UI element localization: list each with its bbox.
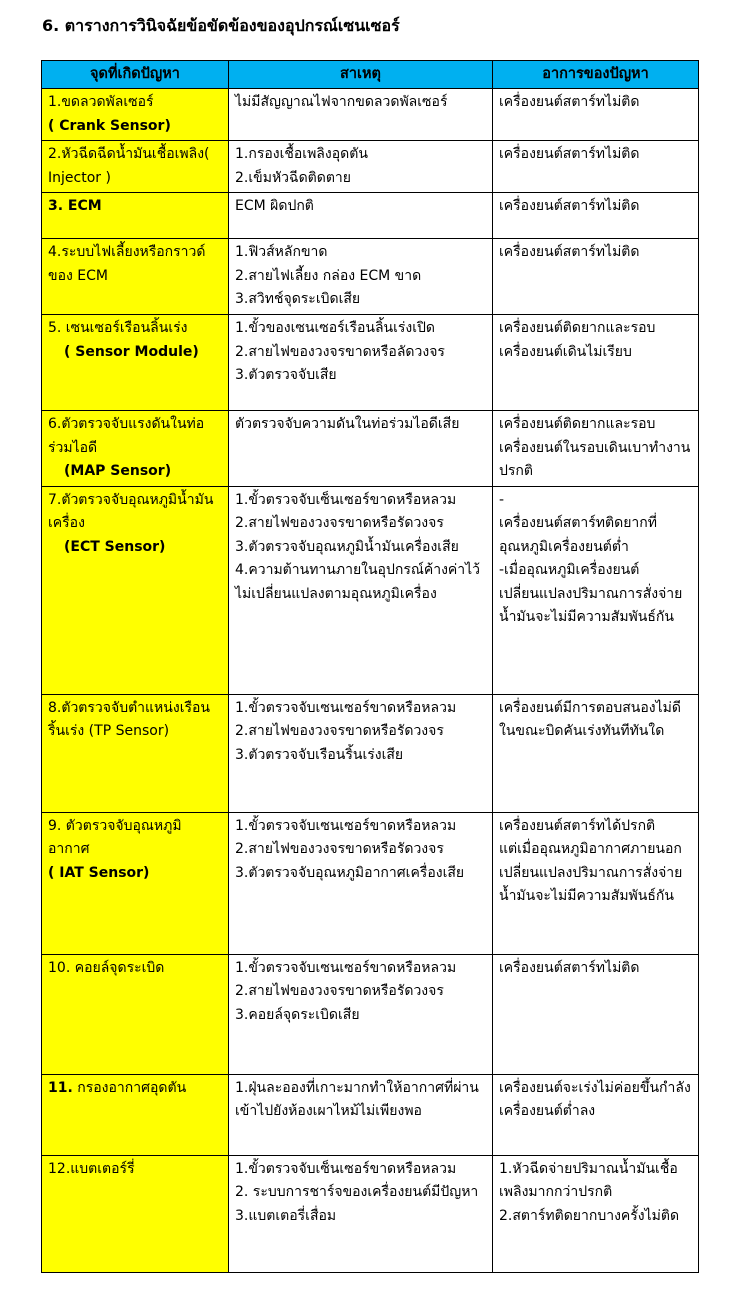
header-point: จุดที่เกิดปัญหา (42, 61, 229, 89)
point-text: 10. คอยล์จุดระเบิด (48, 959, 165, 976)
point-cell (42, 315, 229, 411)
symptom-text: เครื่องยนต์ติดยากและรอบเครื่องยนต์ในรอบเดินเบาทำงานปรกติ (499, 416, 691, 479)
symptom-cell (493, 89, 699, 141)
symptom-cell (493, 954, 699, 1074)
symptom-cell (493, 1155, 699, 1272)
cause-text: 2.สายไฟของวงจรขาดหรือรัดวงจร (235, 515, 444, 531)
point-cell (42, 89, 229, 141)
point-cell (42, 812, 229, 954)
symptom-text: เครื่องยนต์มีการตอบสนองไม่ดีในขณะบิดคันเร่งทันทีทันใด (499, 699, 681, 739)
point-cell (42, 193, 229, 239)
point-text: 2.หัวฉีดฉีดน้ำมันเชื้อเพลิง( Injector ) (48, 146, 210, 186)
header-cause: สาเหตุ (229, 61, 493, 89)
point-cell (42, 486, 229, 694)
table-header-row (42, 61, 699, 89)
point-text: 4.ระบบไฟเลี้ยงหรือกราวด์ของ ECM (48, 244, 206, 284)
cause-text: 3.คอยล์จุดระเบิดเสีย (235, 1006, 360, 1023)
table-row (42, 239, 699, 315)
point-code: ( Sensor Module) (64, 343, 199, 360)
cause-text: 1.ขั้วตรวจจับเซนเซอร์ขาดหรือหลวม (235, 817, 457, 834)
point-cell (42, 239, 229, 315)
symptom-text: แต่เมื่ออุณหภูมิอากาศภายนอกเปลี่ยนแปลงปริมาณการสั่งจ่ายน้ำมันจะไม่มีความสัมพันธ์กัน (499, 841, 683, 904)
symptom-cell (493, 1074, 699, 1155)
header-symptom: อาการของปัญหา (493, 61, 699, 89)
point-text: 12.แบตเตอร์รี่ (48, 1160, 135, 1177)
diagnosis-table (41, 60, 699, 1273)
cause-text: 2.สายไฟของวงจรขาดหรือลัดวงจร (235, 343, 445, 360)
point-cell (42, 1074, 229, 1155)
cause-cell (229, 239, 493, 315)
cause-text: 3.ตัวตรวจจับอุณหภูมิอากาศเครื่องเสีย (235, 864, 465, 881)
symptom-text: เครื่องยนต์ติดยากและรอบเครื่องยนต์เดินไม่เรียบ (499, 320, 656, 360)
symptom-text: เครื่องยนต์สตาร์ทไม่ติด (499, 198, 640, 214)
cause-text: 2.เข็มหัวฉีดติดตาย (235, 169, 351, 186)
symptom-text: เครื่องยนต์สตาร์ทไม่ติด (499, 959, 640, 976)
cause-text: 2.สายไฟของวงจรขาดหรือรัดวงจร (235, 841, 444, 857)
table-row (42, 315, 699, 411)
symptom-text: เครื่องยนต์สตาร์ทได้ปรกติ (499, 817, 656, 834)
point-label: กรองอากาศอุดตัน (77, 1079, 187, 1096)
symptom-text: - (499, 491, 505, 508)
symptom-text: เครื่องยนต์สตาร์ทไม่ติด (499, 146, 640, 162)
cause-text: ไม่มีสัญญาณไฟจากขดลวดพัลเซอร์ (235, 94, 448, 110)
cause-cell (229, 315, 493, 411)
cause-text: 2.สายไฟของวงจรขาดหรือรัดวงจร (235, 983, 444, 999)
point-text: 1.ขดลวดพัลเซอร์ (48, 94, 154, 110)
point-cell (42, 694, 229, 812)
point-text: 9. ตัวตรวจจับอุณหภูมิอากาศ (48, 817, 182, 857)
table-row (42, 1155, 699, 1272)
point-text: 5. เซนเซอร์เรือนลิ้นเร่ง (48, 320, 188, 336)
cause-text: 3.ตัวตรวจจับอุณหภูมิน้ำมันเครื่องเสีย (235, 538, 459, 555)
point-cell (42, 1155, 229, 1272)
cause-cell (229, 1074, 493, 1155)
symptom-cell (493, 141, 699, 193)
cause-cell (229, 486, 493, 694)
cause-text: 1.ขั้วตรวจจับเซ็นเซอร์ขาดหรือหลวม (235, 491, 457, 508)
cause-cell (229, 694, 493, 812)
symptom-text: เครื่องยนต์สตาร์ทไม่ติด (499, 94, 640, 110)
cause-cell (229, 1155, 493, 1272)
symptom-cell (493, 486, 699, 694)
point-code: ( Crank Sensor) (48, 117, 171, 134)
symptom-text: 2.สตาร์ทติดยากบางครั้งไม่ติด (499, 1207, 680, 1224)
page-heading: 6. ตารางการวินิจฉัยข้อขัดข้องของอุปกรณ์เซนเซอร์ (42, 16, 400, 35)
symptom-text: -เมื่ออุณหภูมิเครื่องยนต์เปลี่ยนแปลงปริมาณการสั่งจ่ายน้ำมันจะไม่มีความสัมพันธ์กัน (499, 562, 683, 625)
cause-text: 1.กรองเชื้อเพลิงอุดตัน (235, 146, 368, 162)
symptom-text: เครื่องยนต์จะเร่งไม่ค่อยขึ้นกำลังเครื่องยนต์ต่ำลง (499, 1079, 691, 1119)
cause-text: 4.ความต้านทานภายในอุปกรณ์ค้างค่าไว้ไม่เปลี่ยนแปลงตามอุณหภูมิเครื่อง (235, 562, 481, 602)
symptom-cell (493, 315, 699, 411)
point-text: 6.ตัวตรวจจับแรงดันในท่อร่วมไอดี (48, 416, 205, 456)
point-text (48, 1077, 223, 1101)
point-cell (42, 411, 229, 487)
symptom-cell (493, 411, 699, 487)
table-row (42, 486, 699, 694)
point-cell (42, 141, 229, 193)
table-row (42, 193, 699, 239)
table-row (42, 694, 699, 812)
cause-cell (229, 812, 493, 954)
cause-text: 1.ขั้วตรวจจับเซนเซอร์ขาดหรือหลวม (235, 699, 457, 716)
symptom-cell (493, 694, 699, 812)
point-code: (ECT Sensor) (64, 538, 166, 555)
cause-text: ตัวตรวจจับความดันในท่อร่วมไอดีเสีย (235, 416, 460, 432)
table-row (42, 411, 699, 487)
point-text: 8.ตัวตรวจจับตำแหน่งเรือนริ้นเร่ง (TP Sensor) (48, 699, 210, 739)
point-cell (42, 954, 229, 1074)
point-number: 11. (48, 1079, 73, 1096)
symptom-cell (493, 812, 699, 954)
cause-text: 3.ตัวตรวจจับเสีย (235, 367, 337, 383)
cause-text: 1.ขั้วตรวจจับเซนเซอร์ขาดหรือหลวม (235, 959, 457, 976)
cause-text: 1.ขั้วตรวจจับเซ็นเซอร์ขาดหรือหลวม (235, 1160, 457, 1177)
cause-text: 1.ขั้วของเซนเซอร์เรือนลิ้นเร่งเปิด (235, 320, 436, 336)
point-code: ( IAT Sensor) (48, 864, 150, 881)
point-text: 7.ตัวตรวจจับอุณหภูมิน้ำมันเครื่อง (48, 491, 214, 531)
cause-text: 2.สายไฟของวงจรขาดหรือรัดวงจร (235, 723, 444, 739)
table-row (42, 1074, 699, 1155)
table-row (42, 141, 699, 193)
cause-text: 2. ระบบการชาร์จของเครื่องยนต์มีปัญหา (235, 1184, 479, 1200)
point-text: 3. ECM (48, 198, 102, 214)
cause-text: 1.ฟิวส์หลักขาด (235, 244, 328, 260)
cause-text: 2.สายไฟเลี้ยง กล่อง ECM ขาด (235, 267, 422, 284)
cause-text: ECM ผิดปกติ (235, 198, 314, 214)
cause-text: 3.สวิทช์จุดระเบิดเสีย (235, 291, 361, 307)
symptom-cell (493, 193, 699, 239)
cause-cell (229, 411, 493, 487)
symptom-text: 1.หัวฉีดจ่ายปริมาณน้ำมันเชื้อเพลิงมากกว่าปรกติ (499, 1160, 678, 1200)
table-row (42, 89, 699, 141)
cause-text: 1.ฝุ่นละอองที่เกาะมากทำให้อากาศที่ผ่านเข้าไปยังห้องเผาไหม้ไม่เพียงพอ (235, 1079, 479, 1119)
symptom-text: เครื่องยนต์สตาร์ทติดยากที่อุณหภูมิเครื่องยนต์ต่ำ (499, 515, 657, 555)
cause-cell (229, 89, 493, 141)
cause-cell (229, 954, 493, 1074)
cause-text: 3.แบตเตอรี่เสื่อม (235, 1207, 337, 1224)
cause-cell (229, 141, 493, 193)
table-row (42, 954, 699, 1074)
cause-text: 3.ตัวตรวจจับเรือนริ้นเร่งเสีย (235, 746, 404, 763)
symptom-text: เครื่องยนต์สตาร์ทไม่ติด (499, 244, 640, 260)
table-row (42, 812, 699, 954)
symptom-cell (493, 239, 699, 315)
point-code: (MAP Sensor) (64, 463, 172, 479)
cause-cell (229, 193, 493, 239)
